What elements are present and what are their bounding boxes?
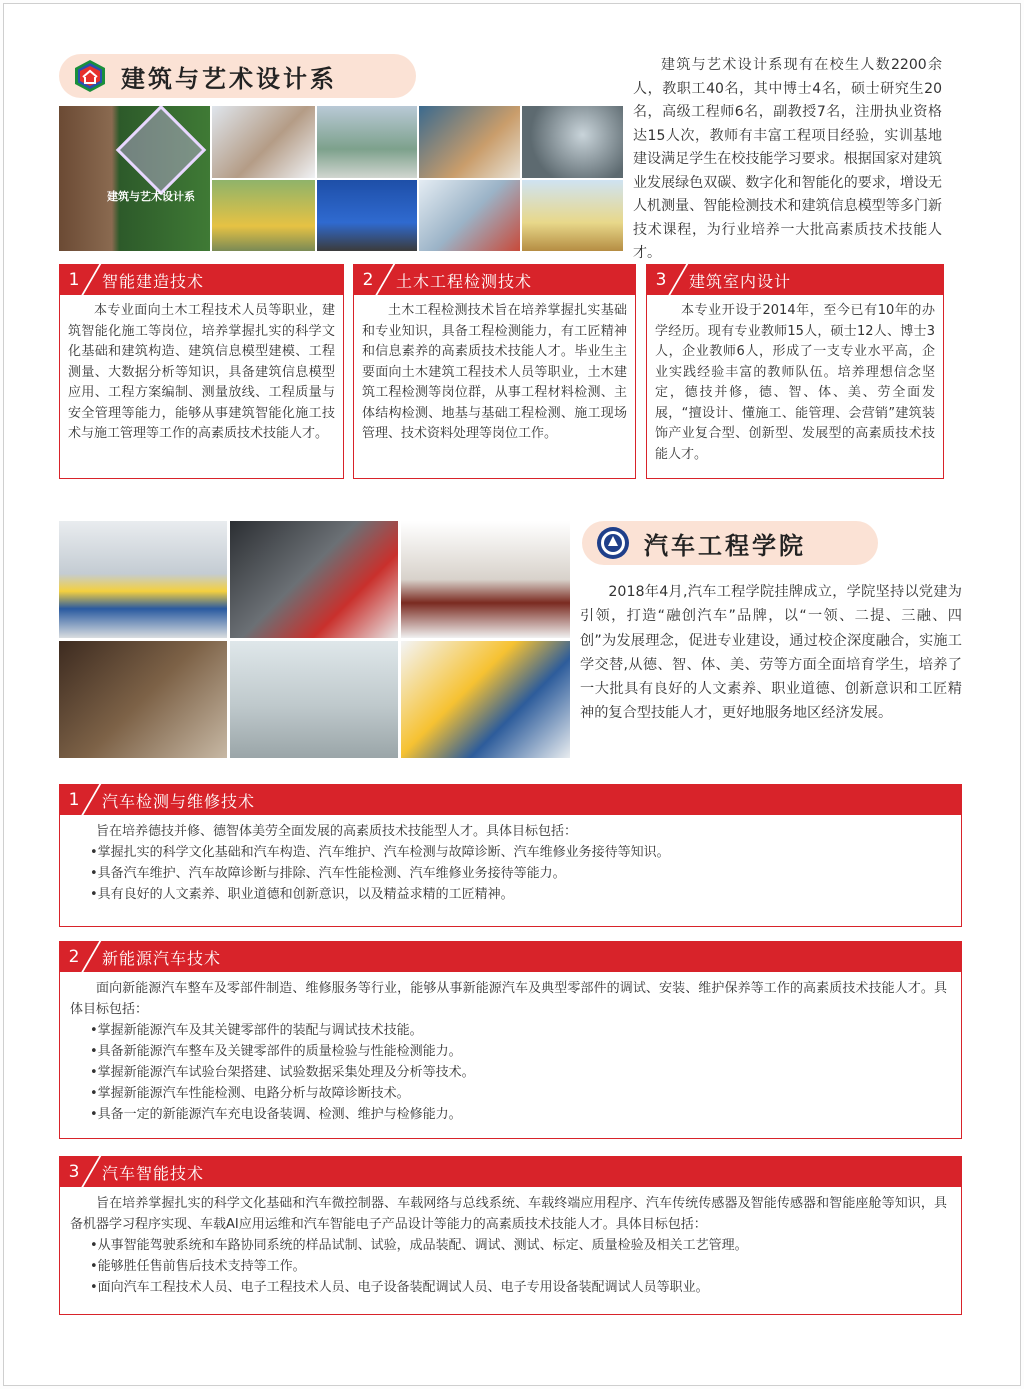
- dept2-major-card-3: [59, 1156, 962, 1315]
- dept2-major-card-1: [59, 784, 962, 927]
- major-bullet: •具备汽车维护、汽车故障诊断与排除、汽车性能检测、汽车维修业务接待等能力。: [90, 866, 566, 881]
- dept2-photo-student-helmet: [401, 641, 570, 758]
- dept2-title: 汽车工程学院: [644, 530, 806, 560]
- major-bullet: •面向汽车工程技术人员、电子工程技术人员、电子设备装配调试人员、电子专用设备装配调试人员等职业。: [90, 1280, 709, 1295]
- major-number: 1: [68, 790, 80, 810]
- dept1-major-card-3: [646, 264, 944, 479]
- major-bullet: •能够胜任售前售后技术支持等工作。: [90, 1259, 306, 1274]
- dept1-logo-icon: [73, 59, 107, 93]
- dept1-photo-bridge: [522, 180, 623, 251]
- major-number: 2: [362, 270, 374, 290]
- dept2-photo-training-room: [230, 641, 398, 758]
- major-number: 1: [68, 270, 80, 290]
- major-title: 智能建造技术: [102, 271, 205, 291]
- major-bullet: •掌握新能源汽车及其关键零部件的装配与调试技术技能。: [90, 1023, 423, 1038]
- major-title: 建筑室内设计: [689, 271, 792, 291]
- dept1-intro: 建筑与艺术设计系现有在校生人数2200余人，教职工40名，其中博士4名，硕士研究生20名，高级工程师6名，副教授7名，注册执业资格达15人次，教师有丰富工程项目经验，实训基地建设满足学生在校技能学习要求。根据国家对建筑业发展绿色双碳、数字化和智能化的要求，增设无人机测量、智能检测技术和建筑信息模型等多门新技术课程，为行业培养一大批高素质技术技能人才。: [633, 57, 942, 261]
- major-description: 土木工程检测技术旨在培养掌握扎实基础和专业知识，具备工程检测能力，有工匠精神和信息素养的高素质技术技能人才。毕业生主要面向土木建筑工程技术人员等职业，土木建筑工程检测等岗位群，从事工程材料检测、主体结构检测、地基与基础工程检测、施工现场管理、技术资料处理等岗位工作。: [362, 303, 627, 441]
- dept1-photo-sign-text: 建筑与艺术设计系: [107, 190, 195, 203]
- major-bullet: •具有良好的人文素养、职业道德和创新意识，以及精益求精的工匠精神。: [90, 887, 514, 902]
- dept2-photo-repair-shop: [59, 521, 227, 638]
- dept1-photo-competition: [317, 180, 417, 251]
- major-description: 本专业开设于2014年，至今已有10年的办学经历。现有专业教师15人，硕士12人、博士3人，企业教师6人，形成了一支专业水平高，企业实践经验丰富的教师队伍。培养理想信念坚定，德技并修，德、智、体、美、劳全面发展，“擅设计、懂施工、能管理、会营销”建筑装饰产业复合型、创新型、发展型的高素质技术技能人才。: [655, 303, 935, 462]
- dept1-photo-building-models: [419, 180, 520, 251]
- dept2-intro: 2018年4月,汽车工程学院挂牌成立，学院坚持以党建为引领，打造“融创汽车”品牌，以“一领、二提、三融、四创”为发展理念，促进专业建设，通过校企深度融合，实施工学交替,从德、智、体、美、劳等方面全面培育学生，培养了一大批具有良好的人文素养、职业道德、创新意识和工匠精神的复合型技能人才，更好地服务地区经济发展。: [580, 584, 962, 722]
- dept2-logo-icon: [596, 526, 630, 560]
- major-title: 汽车检测与维修技术: [102, 791, 256, 811]
- major-bullet: •掌握新能源汽车性能检测、电路分析与故障诊断技术。: [90, 1086, 410, 1101]
- major-lead: 旨在培养德技并修、德智体美劳全面发展的高素质技术技能型人才。具体目标包括：: [96, 824, 578, 839]
- dept2-photo-engine: [230, 521, 398, 638]
- dept2-title-pill: [582, 521, 878, 565]
- major-title: 新能源汽车技术: [102, 948, 222, 968]
- dept1-photo-lab-models: [317, 106, 417, 178]
- major-number: 3: [655, 270, 667, 290]
- dept1-photo-workshop: [419, 106, 520, 178]
- major-bullet: •掌握扎实的科学文化基础和汽车构造、汽车维护、汽车检测与故障诊断、汽车维修业务接待等知识。: [90, 845, 670, 860]
- dept1-major-card-2: [353, 264, 636, 479]
- dept1-title: 建筑与艺术设计系: [121, 63, 337, 93]
- major-bullet: •从事智能驾驶系统和车路协同系统的样品试制、试验，成品装配、调试、测试、标定、质量检验及相关工艺管理。: [90, 1238, 748, 1253]
- major-title: 汽车智能技术: [102, 1163, 205, 1183]
- major-lead: 旨在培养掌握扎实的科学文化基础和汽车微控制器、车载网络与总线系统、车载终端应用程序、汽车传统传感器及智能传感器和智能座舱等知识，具备机器学习程序实现、车载AI应用运维和汽车智能电子产品设计等能力的高素质技术技能人才。具体目标包括：: [70, 1196, 947, 1232]
- major-number: 2: [68, 947, 80, 967]
- major-bullet: •具备一定的新能源汽车充电设备装调、检测、维护与检修能力。: [90, 1107, 462, 1122]
- dept2-major-card-2: [59, 941, 962, 1139]
- dept1-title-pill: [59, 54, 416, 98]
- dept1-photo-survey: [212, 180, 315, 251]
- major-title: 土木工程检测技术: [396, 271, 533, 291]
- dept2-photo-showroom: [401, 521, 570, 638]
- dept1-photo-sign-wall: [59, 106, 210, 251]
- dept1-photo-tunnel: [522, 106, 623, 178]
- major-bullet: •掌握新能源汽车试验台架搭建、试验数据采集处理及分析等技术。: [90, 1065, 475, 1080]
- major-number: 3: [68, 1162, 80, 1182]
- major-lead: 面向新能源汽车整车及零部件制造、维修服务等行业，能够从事新能源汽车及典型零部件的调试、安装、维护保养等工作的高素质技术技能人才。具体目标包括：: [70, 981, 947, 1017]
- dept2-photo-wall-panel: [59, 641, 227, 758]
- major-bullet: •具备新能源汽车整车及关键零部件的质量检验与性能检测能力。: [90, 1044, 462, 1059]
- dept1-major-card-1: [59, 264, 344, 479]
- dept1-photo-students: [212, 106, 315, 178]
- major-description: 本专业面向土木工程技术人员等职业，建筑智能化施工等岗位，培养掌握扎实的科学文化基础和建筑构造、建筑信息模型建模、工程测量、大数据分析等知识，具备建筑信息模型应用、工程方案编制、测量放线、工程质量与安全管理等能力，能够从事建筑智能化施工技术与施工管理等工作的高素质技术技能人才。: [68, 303, 335, 441]
